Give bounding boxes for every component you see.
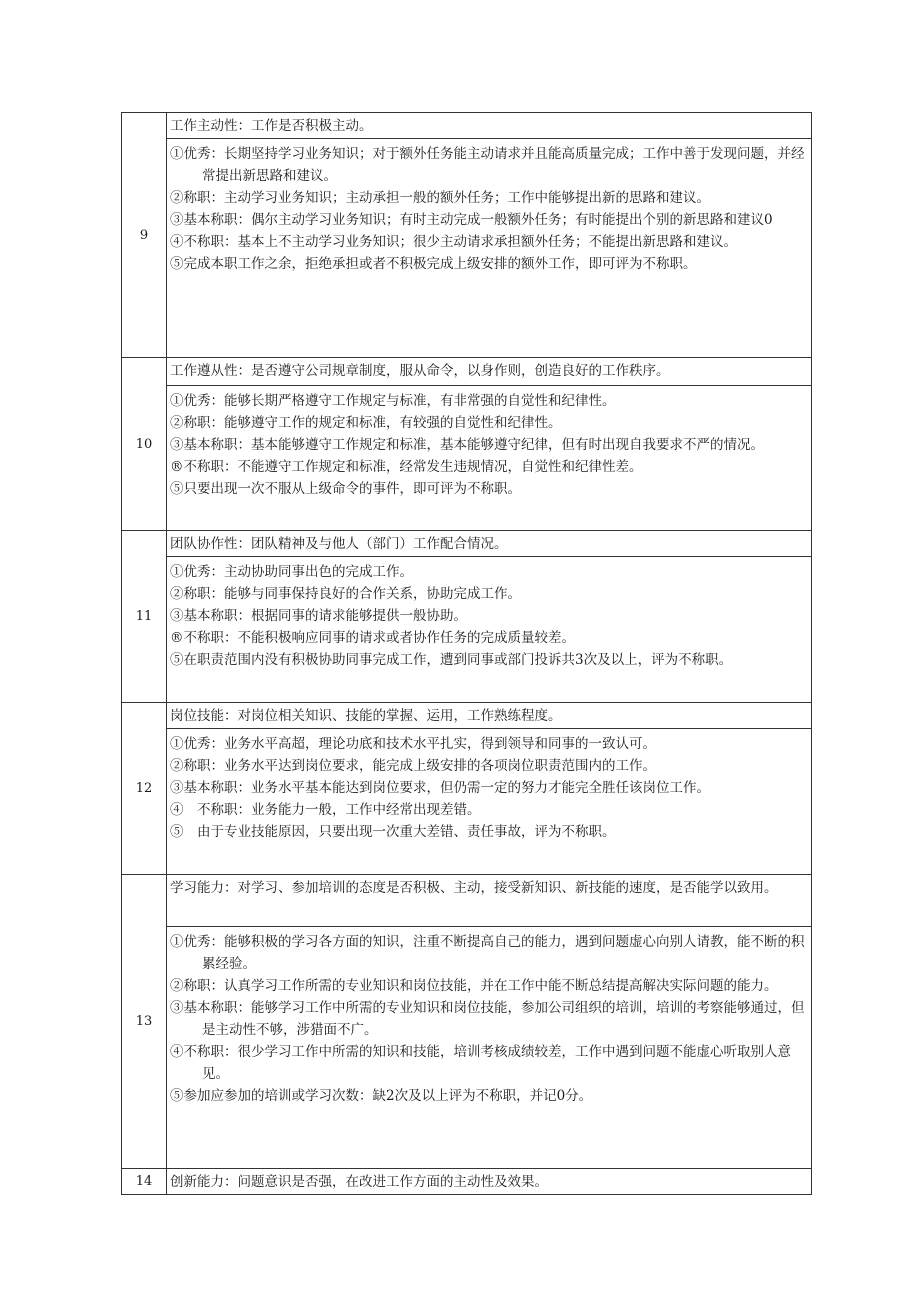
- level-item: ②称职：业务水平达到岗位要求，能完成上级安排的各项岗位职责范围内的工作。: [170, 758, 656, 774]
- level-item: ⑤ 由于专业技能原因，只要出现一次重大差错、责任事故，评为不称职。: [170, 824, 616, 840]
- criterion-heading: 学习能力：对学习、参加培训的态度是否积极、主动，接受新知识、新技能的速度，是否能学以致用。: [167, 875, 812, 927]
- criterion-levels: [167, 927, 812, 1169]
- level-item: ③基本称职：基本能够遵守工作规定和标准，基本能够遵守纪律，但有时出现自我要求不严的情况。: [170, 437, 764, 453]
- level-item: ④ 不称职：业务能力一般，工作中经常出现差错。: [170, 802, 481, 818]
- level-item: ⑤只要出现一次不服从上级命令的事件，即可评为不称职。: [170, 481, 521, 497]
- level-item: ®不称职：不能遵守工作规定和标准，经常发生违规情况，自觉性和纪律性差。: [170, 459, 643, 475]
- level-item: ④不称职：基本上不主动学习业务知识；很少主动请求承担额外任务；不能提出新思路和建议。: [170, 234, 737, 250]
- level-item: ③基本称职：业务水平基本能达到岗位要求，但仍需一定的努力才能完全胜任该岗位工作。: [170, 780, 710, 796]
- level-item: ③基本称职：根据同事的请求能够提供一般协助。: [170, 608, 467, 624]
- criterion-heading: 团队协作性：团队精神及与他人（部门）工作配合情况。: [167, 531, 812, 557]
- level-item: ③基本称职：能够学习工作中所需的专业知识和岗位技能，参加公司组织的培训，培训的考察能够通过，但是主动性不够，涉猎面不广。: [170, 1000, 805, 1038]
- criterion-header-row: [122, 1169, 812, 1195]
- level-item: ⑤完成本职工作之余，拒绝承担或者不积极完成上级安排的额外工作，即可评为不称职。: [170, 256, 697, 272]
- criterion-levels: [167, 139, 812, 358]
- level-item: ⑤在职责范围内没有积极协助同事完成工作，遭到同事或部门投诉共3次及以上，评为不称职。: [170, 652, 733, 668]
- criterion-header-row: [122, 703, 812, 729]
- criterion-number: 11: [122, 531, 167, 703]
- criterion-number: 13: [122, 875, 167, 1169]
- level-item: ①优秀：长期坚持学习业务知识；对于额外任务能主动请求并且能高质量完成；工作中善于发现问题，并经常提出新思路和建议。: [170, 146, 805, 184]
- criterion-header-row: [122, 875, 812, 927]
- level-item: ③基本称职：偶尔主动学习业务知识；有时主动完成一般额外任务；有时能提出个别的新思路和建议0: [170, 212, 773, 228]
- criterion-levels: [167, 729, 812, 875]
- criterion-body-row: [122, 927, 812, 1169]
- criterion-header-row: [122, 113, 812, 139]
- criterion-body-row: [122, 386, 812, 531]
- criterion-header-row: [122, 531, 812, 557]
- level-item: ②称职：认真学习工作所需的专业知识和岗位技能，并在工作中能不断总结提高解决实际问题的能力。: [170, 978, 778, 994]
- criterion-number: 14: [122, 1169, 167, 1195]
- level-item: ④不称职：很少学习工作中所需的知识和技能，培训考核成绩较差，工作中遇到问题不能虚心听取别人意见。: [170, 1044, 791, 1082]
- level-item: ®不称职：不能积极响应同事的请求或者协作任务的完成质量较差。: [170, 630, 575, 646]
- criterion-number: 10: [122, 358, 167, 531]
- criterion-body-row: [122, 139, 812, 358]
- level-item: ①优秀：主动协助同事出色的完成工作。: [170, 564, 413, 580]
- criterion-heading: 岗位技能：对岗位相关知识、技能的掌握、运用，工作熟练程度。: [167, 703, 812, 729]
- level-item: ①优秀：能够积极的学习各方面的知识，注重不断提高自己的能力，遇到问题虚心向别人请教，能不断的积累经验。: [170, 934, 805, 972]
- criterion-header-row: [122, 358, 812, 386]
- level-item: ①优秀：业务水平高超，理论功底和技术水平扎实，得到领导和同事的一致认可。: [170, 736, 656, 752]
- criterion-heading: 工作主动性：工作是否积极主动。: [167, 113, 812, 139]
- criterion-heading: 创新能力：问题意识是否强，在改进工作方面的主动性及效果。: [167, 1169, 812, 1195]
- criterion-levels: [167, 386, 812, 531]
- criterion-body-row: [122, 557, 812, 703]
- criterion-body-row: [122, 729, 812, 875]
- level-item: ②称职：能够与同事保持良好的合作关系，协助完成工作。: [170, 586, 521, 602]
- level-item: ①优秀：能够长期严格遵守工作规定与标准，有非常强的自觉性和纪律性。: [170, 393, 616, 409]
- criterion-number: 9: [122, 113, 167, 358]
- criterion-levels: [167, 557, 812, 703]
- level-item: ②称职：能够遵守工作的规定和标准，有较强的自觉性和纪律性。: [170, 415, 562, 431]
- criterion-heading: 工作遵从性：是否遵守公司规章制度，服从命令，以身作则，创造良好的工作秩序。: [167, 358, 812, 386]
- level-item: ⑤参加应参加的培训或学习次数：缺2次及以上评为不称职，并记0分。: [170, 1088, 593, 1104]
- evaluation-table: [121, 112, 812, 1195]
- criterion-number: 12: [122, 703, 167, 875]
- level-item: ②称职：主动学习业务知识；主动承担一般的额外任务；工作中能够提出新的思路和建议。: [170, 190, 710, 206]
